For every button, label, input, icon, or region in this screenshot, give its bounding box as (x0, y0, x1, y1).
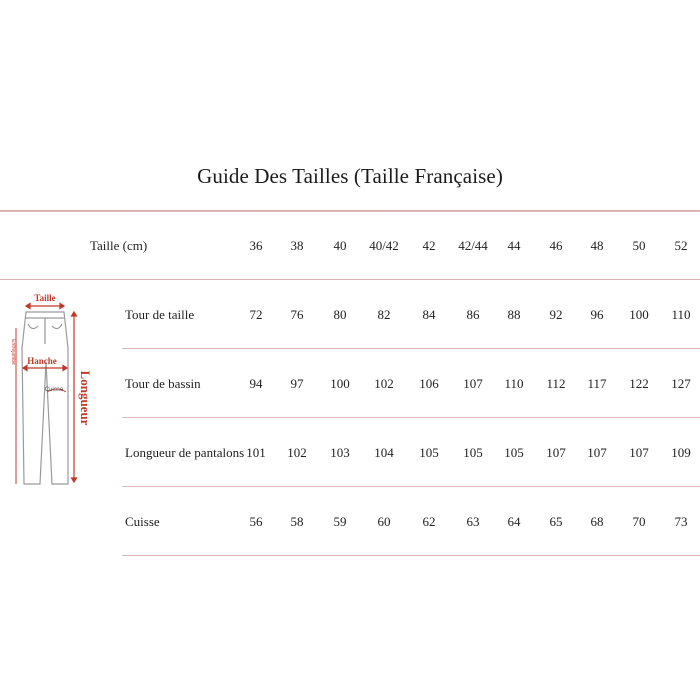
table-cell: 65 (549, 514, 563, 529)
table-cell: 60 (377, 514, 391, 529)
row-divider (122, 486, 700, 487)
table-cell: 96 (590, 307, 604, 322)
table-cell: 105 (463, 445, 483, 460)
table-cell: 104 (374, 445, 394, 460)
table-cell: 102 (374, 376, 394, 391)
table-cell: 84 (422, 307, 436, 322)
size-header-label: Taille (cm) (90, 238, 148, 253)
size-header-cell: 40 (333, 238, 347, 253)
table-cell: 58 (290, 514, 304, 529)
table-cell: 101 (246, 445, 266, 460)
table-cell: 76 (290, 307, 304, 322)
table-cell: 92 (549, 307, 563, 322)
size-header-cell: 50 (632, 238, 646, 253)
waist-diagram-label: Taille (34, 293, 56, 303)
table-cell: 88 (507, 307, 521, 322)
length-measure-icon (72, 312, 77, 482)
page-title: Guide Des Tailles (Taille Française) (197, 164, 503, 188)
size-header-cell: 42/44 (458, 238, 488, 253)
length-diagram-label: Longueur (78, 370, 93, 426)
table-cell: 106 (419, 376, 439, 391)
header-divider (0, 279, 700, 280)
table-cell: 100 (330, 376, 350, 391)
table-cell: 59 (333, 514, 347, 529)
table-cell: 94 (249, 376, 263, 391)
table-cell: 63 (466, 514, 480, 529)
row-label: Tour de taille (125, 307, 195, 322)
table-cell: 127 (671, 376, 691, 391)
table-cell: 105 (504, 445, 524, 460)
inseam-diagram-label: Entrejambe (10, 339, 16, 365)
table-cell: 107 (546, 445, 566, 460)
row-label: Tour de bassin (125, 376, 201, 391)
table-cell: 70 (632, 514, 646, 529)
size-header-cell: 48 (590, 238, 604, 253)
table-cell: 103 (330, 445, 350, 460)
top-divider (0, 210, 700, 212)
hip-measure-icon (23, 366, 67, 371)
table-cell: 86 (466, 307, 480, 322)
row-divider (122, 555, 700, 556)
row-label: Cuisse (125, 514, 160, 529)
row-label: Longueur de pantalons (125, 445, 245, 460)
table-cell: 109 (671, 445, 691, 460)
table-cell: 64 (507, 514, 521, 529)
table-cell: 117 (587, 376, 607, 391)
table-cell: 102 (287, 445, 307, 460)
size-header-cell: 38 (290, 238, 304, 253)
table-cell: 110 (504, 376, 524, 391)
pants-outline-icon (22, 312, 68, 484)
table-cell: 82 (377, 307, 391, 322)
table-cell: 80 (333, 307, 347, 322)
table-cell: 68 (590, 514, 604, 529)
size-header-cell: 46 (549, 238, 563, 253)
table-cell: 73 (674, 514, 688, 529)
waist-measure-icon (26, 304, 64, 309)
table-cell: 56 (249, 514, 263, 529)
table-cell: 122 (629, 376, 649, 391)
size-header-cell: 52 (674, 238, 688, 253)
table-cell: 97 (290, 376, 304, 391)
size-header-cell: 44 (507, 238, 521, 253)
table-cell: 107 (463, 376, 483, 391)
size-header-cell: 42 (422, 238, 436, 253)
row-divider (122, 417, 700, 418)
size-header-cell: 40/42 (369, 238, 399, 253)
table-cell: 72 (249, 307, 263, 322)
hip-diagram-label: Hanche (27, 356, 57, 366)
table-cell: 107 (587, 445, 607, 460)
pants-measurement-diagram (2, 288, 94, 488)
table-cell: 105 (419, 445, 439, 460)
thigh-diagram-label: Cuisse (44, 387, 64, 393)
table-cell: 112 (546, 376, 566, 391)
table-cell: 100 (629, 307, 649, 322)
size-header-cell: 36 (249, 238, 263, 253)
table-cell: 62 (422, 514, 436, 529)
table-cell: 110 (671, 307, 691, 322)
table-cell: 107 (629, 445, 649, 460)
row-divider (122, 348, 700, 349)
